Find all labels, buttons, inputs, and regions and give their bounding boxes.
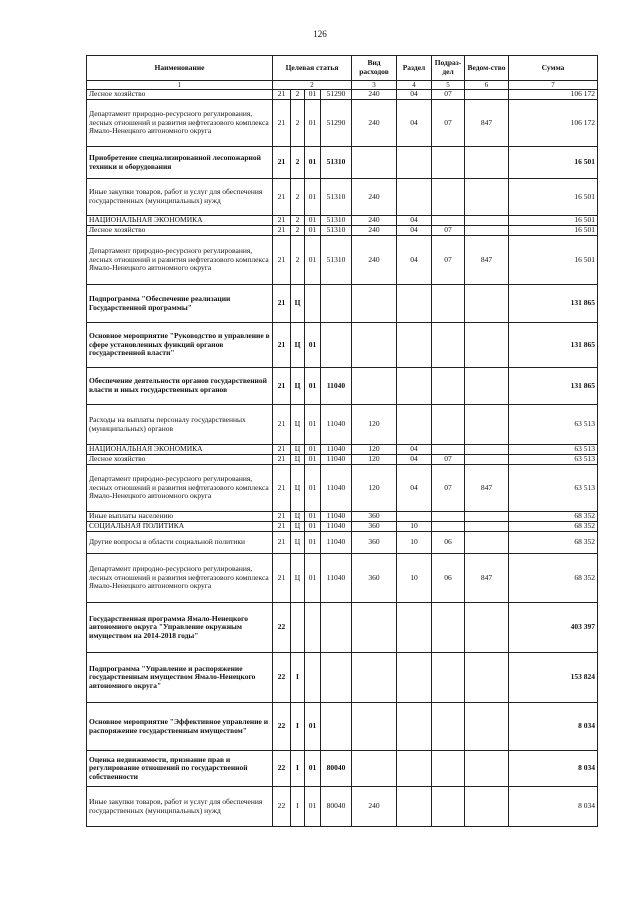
vedomstvo-cell xyxy=(465,751,509,787)
target-code-cell: 01 xyxy=(305,532,321,554)
target-code-cell: 21 xyxy=(273,465,291,512)
razdel-cell xyxy=(397,787,432,827)
razdel-cell xyxy=(397,653,432,703)
row-name-cell: Лесное хозяйство xyxy=(87,226,273,236)
target-code-cell: Ц xyxy=(291,532,305,554)
target-code-cell: Ц xyxy=(291,465,305,512)
target-code-cell: 01 xyxy=(305,100,321,147)
razdel-cell: 04 xyxy=(397,100,432,147)
vedomstvo-cell xyxy=(465,323,509,368)
target-code-cell: 21 xyxy=(273,236,291,285)
target-code-cell: 22 xyxy=(273,751,291,787)
col-number: 1 xyxy=(87,81,273,90)
vedomstvo-cell xyxy=(465,90,509,100)
table-row xyxy=(87,179,598,216)
razdel-cell xyxy=(397,405,432,445)
row-name-cell: Лесное хозяйство xyxy=(87,90,273,100)
col-header-name: Наименование xyxy=(87,56,273,81)
target-code-cell: 2 xyxy=(291,90,305,100)
table-row xyxy=(87,653,598,703)
sum-cell: 8 034 xyxy=(509,751,598,787)
vid-cell: 240 xyxy=(352,100,397,147)
col-header-vedomstvo: Ведом-ство xyxy=(465,56,509,81)
target-code-cell: Ц xyxy=(291,554,305,603)
target-code-cell xyxy=(321,653,352,703)
target-code-cell xyxy=(321,603,352,653)
target-code-cell: 11040 xyxy=(321,532,352,554)
vid-cell: 120 xyxy=(352,405,397,445)
razdel-cell: 04 xyxy=(397,90,432,100)
target-code-cell xyxy=(305,653,321,703)
sum-cell: 403 397 xyxy=(509,603,598,653)
row-name-cell: НАЦИОНАЛЬНАЯ ЭКОНОМИКА xyxy=(87,445,273,455)
razdel-cell xyxy=(397,603,432,653)
table-row xyxy=(87,236,598,285)
target-code-cell: 21 xyxy=(273,368,291,405)
podrazdel-cell: 07 xyxy=(432,100,465,147)
target-code-cell: 01 xyxy=(305,751,321,787)
target-code-cell xyxy=(305,603,321,653)
target-code-cell: I xyxy=(291,653,305,703)
sum-cell: 68 352 xyxy=(509,554,598,603)
table-row xyxy=(87,554,598,603)
podrazdel-cell xyxy=(432,653,465,703)
target-code-cell: 01 xyxy=(305,445,321,455)
target-code-cell: 11040 xyxy=(321,405,352,445)
target-code-cell: Ц xyxy=(291,368,305,405)
target-code-cell: Ц xyxy=(291,522,305,532)
table-row xyxy=(87,405,598,445)
podrazdel-cell: 07 xyxy=(432,465,465,512)
vid-cell xyxy=(352,323,397,368)
vid-cell: 120 xyxy=(352,465,397,512)
target-code-cell: 80040 xyxy=(321,751,352,787)
vedomstvo-cell xyxy=(465,603,509,653)
target-code-cell: 21 xyxy=(273,554,291,603)
sum-cell: 16 501 xyxy=(509,216,598,226)
sum-cell: 68 352 xyxy=(509,532,598,554)
sum-cell: 153 824 xyxy=(509,653,598,703)
target-code-cell: 21 xyxy=(273,455,291,465)
table-row xyxy=(87,455,598,465)
razdel-cell: 04 xyxy=(397,465,432,512)
razdel-cell xyxy=(397,179,432,216)
target-code-cell: I xyxy=(291,703,305,751)
sum-cell: 63 513 xyxy=(509,405,598,445)
target-code-cell: 2 xyxy=(291,147,305,179)
sum-cell: 131 865 xyxy=(509,323,598,368)
podrazdel-cell xyxy=(432,703,465,751)
target-code-cell: 21 xyxy=(273,216,291,226)
target-code-cell: 21 xyxy=(273,285,291,323)
target-code-cell: 2 xyxy=(291,179,305,216)
vedomstvo-cell xyxy=(465,285,509,323)
sum-cell: 16 501 xyxy=(509,236,598,285)
col-header-target: Целевая статья xyxy=(273,56,352,81)
razdel-cell xyxy=(397,147,432,179)
target-code-cell: 01 xyxy=(305,90,321,100)
target-code-cell: 51290 xyxy=(321,100,352,147)
target-code-cell: 51310 xyxy=(321,147,352,179)
target-code-cell: 01 xyxy=(305,512,321,522)
target-code-cell: 01 xyxy=(305,236,321,285)
table-row xyxy=(87,285,598,323)
vedomstvo-cell xyxy=(465,216,509,226)
row-name-cell: Подпрограмма "Управление и распоряжение государственным имуществом Ямало-Ненецкого автономного округа" xyxy=(87,653,273,703)
target-code-cell: 22 xyxy=(273,703,291,751)
target-code-cell: 21 xyxy=(273,323,291,368)
row-name-cell: Иные выплаты населению xyxy=(87,512,273,522)
podrazdel-cell xyxy=(432,216,465,226)
target-code-cell: 11040 xyxy=(321,368,352,405)
vid-cell: 240 xyxy=(352,179,397,216)
col-number: 7 xyxy=(509,81,598,90)
podrazdel-cell xyxy=(432,603,465,653)
row-name-cell: Государственная программа Ямало-Ненецкого автономного округа "Управление окружным имуществом на 2014-2018 годы" xyxy=(87,603,273,653)
target-code-cell: 51310 xyxy=(321,236,352,285)
razdel-cell: 04 xyxy=(397,226,432,236)
target-code-cell xyxy=(305,285,321,323)
target-code-cell xyxy=(321,703,352,751)
target-code-cell: 11040 xyxy=(321,455,352,465)
sum-cell: 16 501 xyxy=(509,147,598,179)
col-number: 4 xyxy=(397,81,432,90)
row-name-cell: Подпрограмма "Обеспечение реализации Государственной программы" xyxy=(87,285,273,323)
row-name-cell: Оценка недвижимости, признание прав и регулирование отношений по государственной собственности xyxy=(87,751,273,787)
row-name-cell: Приобретение специализированной лесопожарной техники и оборудования xyxy=(87,147,273,179)
target-code-cell: 01 xyxy=(305,226,321,236)
row-name-cell: Иные закупки товаров, работ и услуг для обеспечения государственных (муниципальных) нужд xyxy=(87,787,273,827)
razdel-cell: 10 xyxy=(397,532,432,554)
sum-cell: 16 501 xyxy=(509,179,598,216)
row-name-cell: Обеспечение деятельности органов государственной власти и иных государственных органов xyxy=(87,368,273,405)
target-code-cell: 22 xyxy=(273,603,291,653)
vid-cell xyxy=(352,703,397,751)
row-name-cell: Другие вопросы в области социальной политики xyxy=(87,532,273,554)
col-number: 5 xyxy=(432,81,465,90)
target-code-cell: 01 xyxy=(305,216,321,226)
sum-cell: 8 034 xyxy=(509,703,598,751)
table-row xyxy=(87,703,598,751)
vedomstvo-cell xyxy=(465,532,509,554)
table-row xyxy=(87,216,598,226)
target-code-cell: I xyxy=(291,787,305,827)
table-row xyxy=(87,100,598,147)
target-code-cell xyxy=(291,603,305,653)
target-code-cell: 21 xyxy=(273,100,291,147)
table-row xyxy=(87,147,598,179)
vid-cell xyxy=(352,751,397,787)
podrazdel-cell xyxy=(432,787,465,827)
podrazdel-cell: 07 xyxy=(432,455,465,465)
target-code-cell: 01 xyxy=(305,465,321,512)
target-code-cell: 01 xyxy=(305,554,321,603)
sum-cell: 8 034 xyxy=(509,787,598,827)
podrazdel-cell: 07 xyxy=(432,236,465,285)
header-row xyxy=(87,56,598,81)
vedomstvo-cell: 847 xyxy=(465,100,509,147)
vid-cell xyxy=(352,603,397,653)
vid-cell xyxy=(352,285,397,323)
target-code-cell: 11040 xyxy=(321,512,352,522)
razdel-cell xyxy=(397,751,432,787)
target-code-cell: 11040 xyxy=(321,465,352,512)
sum-cell: 63 513 xyxy=(509,465,598,512)
podrazdel-cell xyxy=(432,368,465,405)
target-code-cell: 01 xyxy=(305,323,321,368)
razdel-cell: 04 xyxy=(397,236,432,285)
razdel-cell: 04 xyxy=(397,216,432,226)
page-number: 126 xyxy=(313,29,327,39)
sum-cell: 63 513 xyxy=(509,445,598,455)
row-name-cell: Основное мероприятие "Эффективное управление и распоряжение государственным имуществом" xyxy=(87,703,273,751)
col-number: 3 xyxy=(352,81,397,90)
podrazdel-cell xyxy=(432,323,465,368)
vid-cell: 240 xyxy=(352,90,397,100)
vid-cell: 360 xyxy=(352,522,397,532)
table-row xyxy=(87,323,598,368)
target-code-cell: Ц xyxy=(291,323,305,368)
target-code-cell: I xyxy=(291,751,305,787)
col-header-razdel: Раздел xyxy=(397,56,432,81)
vedomstvo-cell xyxy=(465,653,509,703)
target-code-cell: Ц xyxy=(291,455,305,465)
target-code-cell: 01 xyxy=(305,147,321,179)
razdel-cell: 10 xyxy=(397,554,432,603)
target-code-cell xyxy=(321,285,352,323)
vedomstvo-cell xyxy=(465,703,509,751)
vid-cell xyxy=(352,653,397,703)
vedomstvo-cell xyxy=(465,787,509,827)
target-code-cell: 80040 xyxy=(321,787,352,827)
podrazdel-cell xyxy=(432,445,465,455)
target-code-cell: 51310 xyxy=(321,179,352,216)
row-name-cell: Лесное хозяйство xyxy=(87,455,273,465)
vid-cell: 240 xyxy=(352,236,397,285)
vedomstvo-cell xyxy=(465,226,509,236)
vid-cell: 240 xyxy=(352,787,397,827)
podrazdel-cell: 07 xyxy=(432,226,465,236)
sum-cell: 106 172 xyxy=(509,100,598,147)
vid-cell: 360 xyxy=(352,554,397,603)
target-code-cell: 01 xyxy=(305,455,321,465)
target-code-cell: 21 xyxy=(273,226,291,236)
target-code-cell xyxy=(321,323,352,368)
col-header-vid: Вид расходов xyxy=(352,56,397,81)
target-code-cell: 2 xyxy=(291,100,305,147)
sum-cell: 63 513 xyxy=(509,455,598,465)
vedomstvo-cell: 847 xyxy=(465,236,509,285)
row-name-cell: Департамент природно-ресурсного регулирования, лесных отношений и развития нефтегазового комплекса Ямало-Ненецкого автономного округа xyxy=(87,465,273,512)
vid-cell: 120 xyxy=(352,455,397,465)
sum-cell: 68 352 xyxy=(509,512,598,522)
row-name-cell: Расходы на выплаты персоналу государственных (муниципальных) органов xyxy=(87,405,273,445)
target-code-cell: 11040 xyxy=(321,554,352,603)
podrazdel-cell xyxy=(432,522,465,532)
sum-cell: 131 865 xyxy=(509,285,598,323)
target-code-cell: 2 xyxy=(291,226,305,236)
target-code-cell: Ц xyxy=(291,512,305,522)
table-row xyxy=(87,603,598,653)
podrazdel-cell: 06 xyxy=(432,554,465,603)
vid-cell: 240 xyxy=(352,226,397,236)
row-name-cell: Основное мероприятие "Руководство и управление в сфере установленных функций органов государственной власти" xyxy=(87,323,273,368)
podrazdel-cell: 07 xyxy=(432,90,465,100)
sum-cell: 131 865 xyxy=(509,368,598,405)
col-header-summa: Сумма xyxy=(509,56,598,81)
razdel-cell: 10 xyxy=(397,522,432,532)
col-header-podrazdel: Подраз-дел xyxy=(432,56,465,81)
podrazdel-cell xyxy=(432,285,465,323)
target-code-cell: 21 xyxy=(273,405,291,445)
col-number: 2 xyxy=(273,81,352,90)
table-row xyxy=(87,522,598,532)
vedomstvo-cell xyxy=(465,455,509,465)
target-code-cell: 2 xyxy=(291,216,305,226)
row-name-cell: СОЦИАЛЬНАЯ ПОЛИТИКА xyxy=(87,522,273,532)
podrazdel-cell xyxy=(432,179,465,216)
vid-cell xyxy=(352,368,397,405)
razdel-cell xyxy=(397,512,432,522)
target-code-cell: 01 xyxy=(305,179,321,216)
vedomstvo-cell xyxy=(465,512,509,522)
table-row xyxy=(87,787,598,827)
target-code-cell: 22 xyxy=(273,653,291,703)
vedomstvo-cell xyxy=(465,445,509,455)
table-row xyxy=(87,512,598,522)
razdel-cell xyxy=(397,703,432,751)
target-code-cell: 21 xyxy=(273,147,291,179)
razdel-cell xyxy=(397,368,432,405)
table-row xyxy=(87,532,598,554)
table-row xyxy=(87,226,598,236)
podrazdel-cell xyxy=(432,405,465,445)
target-code-cell: 21 xyxy=(273,532,291,554)
vedomstvo-cell xyxy=(465,147,509,179)
column-number-row xyxy=(87,81,598,90)
table-row xyxy=(87,445,598,455)
target-code-cell: 21 xyxy=(273,445,291,455)
razdel-cell: 04 xyxy=(397,445,432,455)
vid-cell: 240 xyxy=(352,216,397,226)
podrazdel-cell xyxy=(432,512,465,522)
target-code-cell: 01 xyxy=(305,368,321,405)
vedomstvo-cell xyxy=(465,368,509,405)
vedomstvo-cell xyxy=(465,405,509,445)
vid-cell: 360 xyxy=(352,532,397,554)
razdel-cell: 04 xyxy=(397,455,432,465)
sum-cell: 16 501 xyxy=(509,226,598,236)
row-name-cell: Департамент природно-ресурсного регулирования, лесных отношений и развития нефтегазового комплекса Ямало-Ненецкого автономного округа xyxy=(87,100,273,147)
target-code-cell: 22 xyxy=(273,787,291,827)
target-code-cell: 21 xyxy=(273,512,291,522)
vedomstvo-cell: 847 xyxy=(465,554,509,603)
target-code-cell: Ц xyxy=(291,405,305,445)
target-code-cell: 51310 xyxy=(321,216,352,226)
col-number: 6 xyxy=(465,81,509,90)
target-code-cell: 2 xyxy=(291,236,305,285)
target-code-cell: 21 xyxy=(273,90,291,100)
row-name-cell: Департамент природно-ресурсного регулирования, лесных отношений и развития нефтегазового комплекса Ямало-Ненецкого автономного округа xyxy=(87,236,273,285)
target-code-cell: 21 xyxy=(273,522,291,532)
table-row xyxy=(87,368,598,405)
target-code-cell: Ц xyxy=(291,285,305,323)
table-row xyxy=(87,465,598,512)
target-code-cell: 51290 xyxy=(321,90,352,100)
vid-cell: 120 xyxy=(352,445,397,455)
razdel-cell xyxy=(397,323,432,368)
target-code-cell: 01 xyxy=(305,522,321,532)
row-name-cell: НАЦИОНАЛЬНАЯ ЭКОНОМИКА xyxy=(87,216,273,226)
vedomstvo-cell xyxy=(465,522,509,532)
row-name-cell: Департамент природно-ресурсного регулирования, лесных отношений и развития нефтегазового комплекса Ямало-Ненецкого автономного округа xyxy=(87,554,273,603)
podrazdel-cell xyxy=(432,751,465,787)
target-code-cell: 11040 xyxy=(321,445,352,455)
budget-table xyxy=(86,55,598,827)
target-code-cell: 11040 xyxy=(321,522,352,532)
table-row xyxy=(87,751,598,787)
target-code-cell: 01 xyxy=(305,405,321,445)
target-code-cell: 51310 xyxy=(321,226,352,236)
vedomstvo-cell: 847 xyxy=(465,465,509,512)
target-code-cell: 01 xyxy=(305,787,321,827)
vedomstvo-cell xyxy=(465,179,509,216)
target-code-cell: 01 xyxy=(305,703,321,751)
table-row xyxy=(87,90,598,100)
target-code-cell: Ц xyxy=(291,445,305,455)
podrazdel-cell: 06 xyxy=(432,532,465,554)
vid-cell xyxy=(352,147,397,179)
razdel-cell xyxy=(397,285,432,323)
podrazdel-cell xyxy=(432,147,465,179)
vid-cell: 360 xyxy=(352,512,397,522)
row-name-cell: Иные закупки товаров, работ и услуг для обеспечения государственных (муниципальных) нужд xyxy=(87,179,273,216)
target-code-cell: 21 xyxy=(273,179,291,216)
sum-cell: 68 352 xyxy=(509,522,598,532)
sum-cell: 106 172 xyxy=(509,90,598,100)
